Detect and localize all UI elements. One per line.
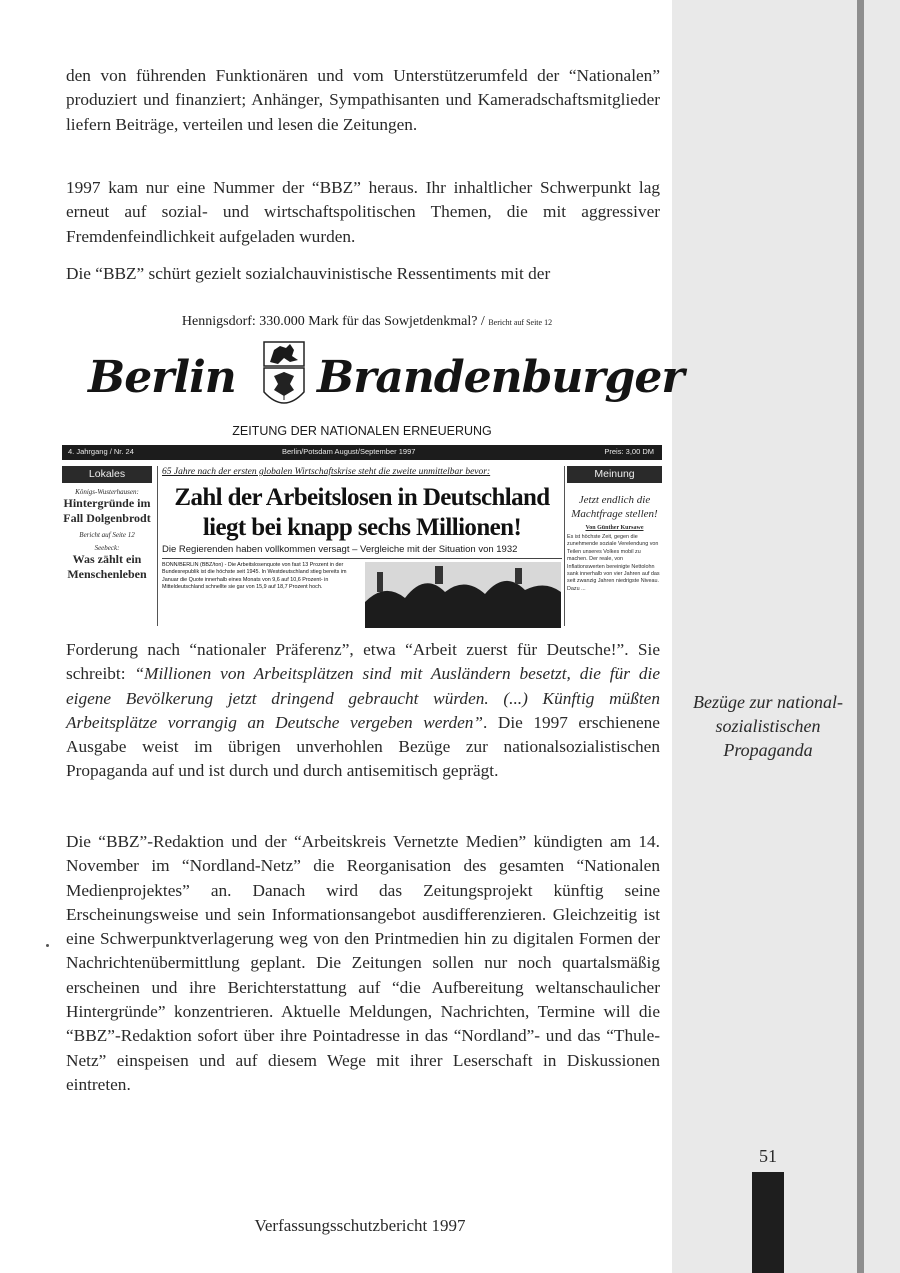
article-body: BONN/BERLIN (BBZ/ton) - Die Arbeitslosenquote von fast 13 Prozent in der Bundesrepublik ist die höchste seit 1945. In Westdeutschland stieg bereits im Januar die Quote innerhalb eines Monats von 9,6 auf 10,6 Prozent- in Mitteldeutschland schnellte sie gar von 15,9 auf 18,7 Prozent hoch. [162,562,347,591]
margin-band [672,0,900,1273]
issue-number: 4. Jahrgang / Nr. 24 [68,447,134,456]
place-date: Berlin/Potsdam August/September 1997 [282,447,416,456]
lokales-item1-ref: Bericht auf Seite 12 [79,531,135,539]
article-kicker: 65 Jahre nach der ersten globalen Wirtschaftskrise steht die zweite unmittelbar bevor: [162,467,491,477]
scan-speck [46,944,49,947]
column-divider [157,466,158,626]
paragraph-4-intro: Forderung nach “nationaler Präferenz”, etwa “Arbeit zuerst für Deutsche!”. Sie schreibt: [66,640,660,684]
article-headline [162,483,562,543]
newspaper-infobar [62,445,662,460]
paragraph-4 [66,638,660,784]
paragraph-4-quote: “Millionen von Arbeitsplätzen sind mit Ausländern besetzt, die für die eigene Bevölkerung jetzt dringend gebraucht würden. (...) Künftig müßten Arbeitsplätze vorrangig an Deutsche vergeben werden” [66,664,661,732]
lokales-item2-title: Was zählt ein Menschenleben [67,552,147,581]
lokales-item2-place: Seebeck: [94,544,120,552]
paragraph-3: Die “BBZ” schürt gezielt sozialchauvinistische Ressentiments mit der [66,264,551,283]
paragraph-1: den von führenden Funktionären und vom Unterstützerumfeld der “Nationalen” produziert und finanziert; Anhänger, Sympathisanten und Kameradschaftsmitglieder liefern Beiträge, verteilen und lesen die Zeitungen. [66,66,660,134]
price: Preis: 3,00 DM [604,447,654,456]
meinung-title: Jetzt endlich die Machtfrage stellen! [571,494,658,520]
lokales-heading: Lokales [62,466,152,483]
article-deck: Die Regierenden haben vollkommen versagt – Vergleiche mit der Situation von 1932 [162,544,562,559]
newspaper-clipping [62,300,684,630]
headline-line-1: Zahl der Arbeitslosen in Deutschland [174,484,550,511]
lokales-item1-title: Hintergründe im Fall Dolgenbrodt [63,496,151,525]
masthead-left-word: Berlin [88,352,236,403]
paragraph-2: 1997 kam nur eine Nummer der “BBZ” heraus. Ihr inhaltlicher Schwerpunkt lag erneut auf sozial- und wirtschaftspolitischen Themen, die mit aggressiver Fremdenfeindlichkeit aufgeladen wurden. [66,178,660,246]
margin-note: Bezüge zur national-sozialistischen Propaganda [693,692,843,760]
meinung-author: Von Günther Kursawe [585,525,644,531]
page-number: 51 [759,1146,777,1166]
paragraph-5: Die “BBZ”-Redaktion und der “Arbeitskreis Vernetzte Medien” kündigten am 14. November im “Nordland-Netz” die Reorganisation des gesamten “Nationalen Medienprojektes” an. Danach wird das Zeitungsprojekt künftig seine Erscheinungsweise und sein Informationsangebot ausdifferenzieren. Gleichzeitig ist eine Schwerpunktverlagerung weg von den Printmedien hin zu digitalen Formen der Nachrichtenübermittlung geplant. Die Zeitungen sollen nur noch quartalsmäßig erscheinen und ihre Berichterstattung auf “die Aufbereitung weltanschaulicher Hintergründe” konzentrieren. Aktuelle Meldungen, Nachrichten, Termine will die “BBZ”-Redaktion sofort über ihre Pointadresse in das “Nordland”- und das “Thule-Netz” einspeisen und auf diesem Wege mit ihrer Leserschaft in Diskussionen eintreten. [66,832,660,1094]
page-footer: Verfassungsschutzbericht 1997 [254,1216,466,1235]
newspaper-subtitle: ZEITUNG DER NATIONALEN ERNEUERUNG [232,424,492,438]
lokales-column [62,466,152,626]
teaser-reference: Bericht auf Seite 12 [488,318,553,327]
newspaper-masthead [62,336,684,428]
column-divider [564,466,565,626]
page-tab-bar [752,1172,784,1273]
lokales-item1-place: Königs-Wusterhausen: [75,488,139,496]
meinung-column [567,466,662,626]
masthead-right-word: Brandenburger [317,352,684,403]
meinung-text: Es ist höchste Zeit, gegen die zunehmende soziale Verelendung von Teilen unseres Volkes mobil zu machen. Der reale, von Inflationswerten bereinigte Nettolohn sank innerhalb von vier Jahren auf das seit zwanzig Jahren niedrigste Niveau. Dazu ... [567,534,660,592]
bear-crest-icon [260,340,308,420]
paragraph-4-end: . Die 1997 erschienene Ausgabe weist im übrigen unverhohlen Bezüge zur nationalsozialistischen Propaganda auf und ist durch und durch antisemitisch geprägt. [66,712,660,781]
headline-line-2: liegt bei knapp sechs Millionen! [202,514,522,541]
crowd-photo [365,562,561,628]
page-edge-shadow [857,0,864,1273]
teaser-text: Hennigsdorf: 330.000 Mark für das Sowjetdenkmal? / [181,314,489,329]
meinung-heading: Meinung [567,466,662,483]
newspaper-teaser [132,314,602,330]
